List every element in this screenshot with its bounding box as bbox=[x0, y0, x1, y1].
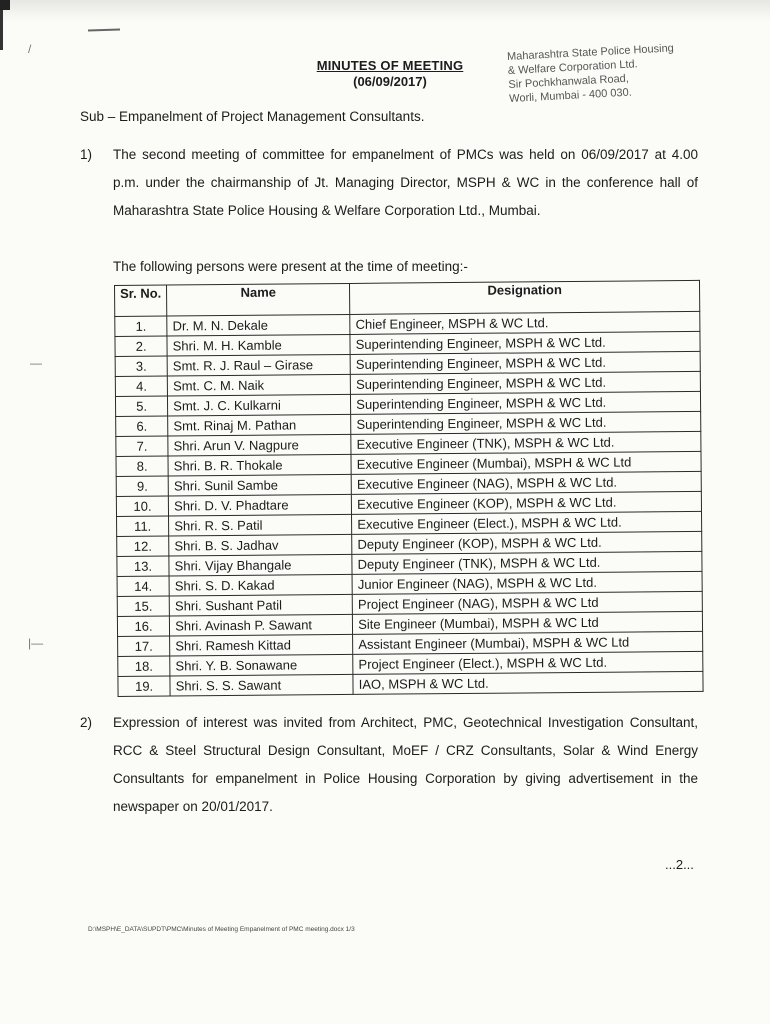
cell-designation: Executive Engineer (Mumbai), MSPH & WC Ltd bbox=[351, 451, 701, 474]
margin-mark-top: / bbox=[28, 42, 32, 56]
cell-name: Shri. B. R. Thokale bbox=[168, 454, 351, 476]
cell-designation: Superintending Engineer, MSPH & WC Ltd. bbox=[351, 391, 701, 414]
cell-name: Shri. B. S. Jadhav bbox=[169, 534, 352, 556]
cell-name: Shri. D. V. Phadtare bbox=[169, 494, 352, 516]
stamp-line-3: Sir Pochkhanwala Road, bbox=[508, 72, 630, 92]
cell-sr-no: 19. bbox=[118, 676, 170, 696]
cell-designation: Project Engineer (Elect.), MSPH & WC Ltd. bbox=[353, 651, 703, 674]
cell-sr-no: 12. bbox=[117, 536, 169, 556]
cell-sr-no: 17. bbox=[118, 636, 170, 656]
scan-dash-mark bbox=[88, 28, 120, 31]
cell-name: Shri. S. S. Sawant bbox=[170, 674, 353, 696]
stamp-line-2: & Welfare Corporation Ltd. bbox=[507, 58, 638, 78]
cell-sr-no: 2. bbox=[115, 336, 167, 356]
cell-sr-no: 18. bbox=[118, 656, 170, 676]
stamp-line-4: Worli, Mumbai - 400 030. bbox=[508, 86, 633, 105]
stamp-line-1: Maharashtra State Police Housing bbox=[506, 42, 675, 64]
cell-sr-no: 11. bbox=[117, 516, 169, 536]
attendees-intro: The following persons were present at the time of meeting:- bbox=[113, 259, 468, 274]
cell-designation: Superintending Engineer, MSPH & WC Ltd. bbox=[350, 351, 700, 374]
cell-sr-no: 1. bbox=[115, 316, 167, 336]
cell-name: Smt. Rinaj M. Pathan bbox=[168, 414, 351, 436]
cell-designation: Deputy Engineer (TNK), MSPH & WC Ltd. bbox=[352, 551, 702, 574]
table-row bbox=[118, 671, 703, 696]
cell-sr-no: 10. bbox=[116, 496, 168, 516]
paragraph-2-number: 2) bbox=[80, 715, 93, 730]
cell-designation: Site Engineer (Mumbai), MSPH & WC Ltd bbox=[353, 611, 703, 634]
cell-name: Smt. J. C. Kulkarni bbox=[168, 394, 351, 416]
cell-name: Shri. Sushant Patil bbox=[169, 594, 352, 616]
cell-sr-no: 16. bbox=[117, 616, 169, 636]
cell-name: Shri. Ramesh Kittad bbox=[170, 634, 353, 656]
cell-sr-no: 15. bbox=[117, 596, 169, 616]
cell-designation: Junior Engineer (NAG), MSPH & WC Ltd. bbox=[352, 571, 702, 594]
cell-sr-no: 3. bbox=[115, 356, 167, 376]
scan-corner-mark bbox=[0, 0, 10, 10]
cell-sr-no: 6. bbox=[116, 416, 168, 436]
cell-designation: Executive Engineer (NAG), MSPH & WC Ltd. bbox=[351, 471, 701, 494]
cell-designation: Deputy Engineer (KOP), MSPH & WC Ltd. bbox=[352, 531, 702, 554]
title-date: (06/09/2017) bbox=[353, 74, 427, 89]
cell-designation: Project Engineer (NAG), MSPH & WC Ltd bbox=[352, 591, 702, 614]
paragraph-1-text: The second meeting of committee for empanelment of PMCs was held on 06/09/2017 at 4.00 p.m. under the chairmanship of Jt. Managing Director, MSPH & WC in the conference hall of Maharashtra State Police Housing & Welfare Corporation Ltd., Mumbai. bbox=[113, 147, 698, 218]
table-header-row bbox=[115, 280, 700, 316]
attendees-table bbox=[114, 280, 704, 697]
cell-name: Shri. M. H. Kamble bbox=[167, 334, 350, 356]
cell-designation: Executive Engineer (Elect.), MSPH & WC Ltd. bbox=[352, 511, 702, 534]
cell-sr-no: 7. bbox=[116, 436, 168, 456]
cell-name: Shri. Arun V. Nagpure bbox=[168, 434, 351, 456]
margin-mark-middle: — bbox=[30, 356, 42, 370]
cell-designation: Assistant Engineer (Mumbai), MSPH & WC Ltd bbox=[353, 631, 703, 654]
subject-line: Sub – Empanelment of Project Management Consultants. bbox=[80, 109, 425, 124]
page-continuation: ...2... bbox=[665, 857, 694, 872]
cell-name: Shri. Vijay Bhangale bbox=[169, 554, 352, 576]
cell-sr-no: 14. bbox=[117, 576, 169, 596]
organization-stamp bbox=[507, 38, 740, 106]
cell-designation: Superintending Engineer, MSPH & WC Ltd. bbox=[351, 411, 701, 434]
attendees-table-body bbox=[115, 311, 703, 696]
margin-mark-lower: |— bbox=[28, 636, 44, 650]
cell-designation: Executive Engineer (KOP), MSPH & WC Ltd. bbox=[352, 491, 702, 514]
cell-designation: Executive Engineer (TNK), MSPH & WC Ltd. bbox=[351, 431, 701, 454]
cell-sr-no: 13. bbox=[117, 556, 169, 576]
header-designation: Designation bbox=[350, 280, 700, 314]
cell-name: Shri. Y. B. Sonawane bbox=[170, 654, 353, 676]
cell-sr-no: 8. bbox=[116, 456, 168, 476]
document-title bbox=[300, 58, 480, 89]
scan-edge-line bbox=[0, 10, 3, 50]
cell-sr-no: 4. bbox=[115, 376, 167, 396]
paragraph-1-number: 1) bbox=[80, 147, 93, 162]
cell-name: Smt. R. J. Raul – Girase bbox=[167, 354, 350, 376]
header-sr-no: Sr. No. bbox=[115, 285, 167, 316]
cell-name: Dr. M. N. Dekale bbox=[167, 314, 350, 336]
cell-name: Shri. Avinash P. Sawant bbox=[170, 614, 353, 636]
title-line-1: MINUTES OF MEETING bbox=[316, 58, 464, 73]
header-name: Name bbox=[167, 283, 350, 316]
cell-sr-no: 5. bbox=[115, 396, 167, 416]
cell-name: Shri. R. S. Patil bbox=[169, 514, 352, 536]
cell-sr-no: 9. bbox=[116, 476, 168, 496]
cell-name: Smt. C. M. Naik bbox=[167, 374, 350, 396]
file-path-footer: D:\MSPH\E_DATA\SUPDT\PMC\Minutes of Meeting Empanelment of PMC meeting.docx 1/3 bbox=[88, 926, 355, 933]
cell-designation: Superintending Engineer, MSPH & WC Ltd. bbox=[350, 371, 700, 394]
cell-designation: IAO, MSPH & WC Ltd. bbox=[353, 671, 703, 694]
paragraph-2-text: Expression of interest was invited from Architect, PMC, Geotechnical Investigation Consultant, RCC & Steel Structural Design Consultant, MoEF / CRZ Consultants, Solar & Wind Energy Consultants for empanelment in Police Housing Corporation by giving advertisement in the newspaper on 20/01/2017. bbox=[113, 715, 698, 814]
cell-designation: Chief Engineer, MSPH & WC Ltd. bbox=[350, 311, 700, 334]
cell-name: Shri. Sunil Sambe bbox=[168, 474, 351, 496]
cell-designation: Superintending Engineer, MSPH & WC Ltd. bbox=[350, 331, 700, 354]
scan-shadow bbox=[0, 0, 770, 22]
cell-name: Shri. S. D. Kakad bbox=[169, 574, 352, 596]
